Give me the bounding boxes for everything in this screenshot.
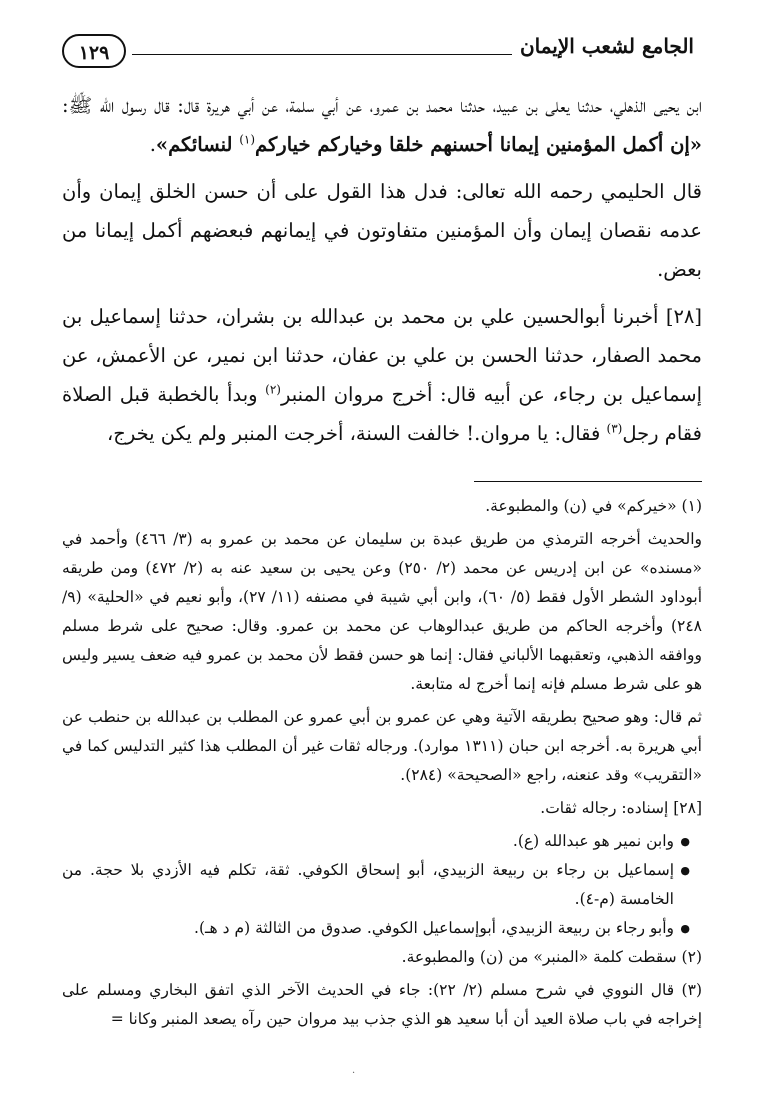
footnote-1-body: والحديث أخرجه الترمذي من طريق عبدة بن سليمان عن محمد بن عمرو به (٣/ ٤٦٦) وأحمد في «مسنده» عن ابن إدريس عن محمد (٢/ ٢٥٠) وعن يحيى بن سعيد عنه به (٢/ ٤٧٢) ومن طريقه أبوداود الشطر الأول فقط (٥/ ٦٠)، وابن أبي شيبة في مصنفه (١١/ ٢٧)، وأبو نعيم في «الحلية» (٩/ ٢٤٨) وأخرجه الحاكم من طريق عبدالوهاب عن محمد بن عمرو. وقال: صحيح على شرط مسلم ووافقه الذهبي، وتعقبهما الألباني فقال: إنما هو حسن فقط لأن محمد بن عمرو فيه ضعف يسير وليس هو على شرط مسلم فإنه إنما أخرج له متابعة. <box>62 530 703 693</box>
header-rule <box>132 54 512 55</box>
p28-text-c: فقال: يا مروان.! خالفت السنة، أخرجت المنبر ولم يكن يخرج، <box>106 422 607 445</box>
p28-text-b: وبدأ بالخطبة قبل الصلاة فقام رجل <box>62 383 702 445</box>
footnote-marker-1: (١) <box>239 132 256 147</box>
list-item: ● وأبو رجاء بن ربيعة الزبيدي، أبوإسماعيل الكوفي. صدوق من الثالثة (م د هـ). <box>62 914 690 943</box>
isnad-title: [٢٨] إسناده: رجاله ثقات. <box>540 799 702 817</box>
main-text <box>62 86 702 453</box>
hadith-isnad: ابن يحيى الذهلي، حدثنا يعلى بن عبيد، حدثنا محمد بن عمرو، عن أبي سلمة، عن أبي هريرة قال: قال رسول الله ﷺ: <box>62 94 702 117</box>
footnote-marker-2: (٢) <box>265 382 281 397</box>
hadith-matn-end: لنسائكم» <box>155 133 240 156</box>
p28-text-a: [٢٨] أخبرنا أبوالحسين علي بن محمد بن عبدالله بن بشران، حدثنا إسماعيل بن محمد الصفار، حدثنا الحسن بن علي بن عفان، حدثنا ابن نمير، عن الأعمش، عن إسماعيل بن رجاء، عن أبيه قال: أخرج مروان المنبر <box>62 305 702 406</box>
hadith-end: . <box>149 133 156 156</box>
paragraph-28 <box>62 297 702 453</box>
footnote-1-cont: ثم قال: وهو صحيح بطريقه الآتية وهي عن عمرو بن أبي عمرو عن المطلب بن عبدالله بن حنطب عن أبي هريرة به. أخرجه ابن حبان (١٣١١ موارد). ورجاله ثقات غير أن المطلب هذا كثير التدليس كما في «التقريب» وقد عنعنه، راجع «الصحيحة» (٢٨٤). <box>62 708 702 784</box>
footnote-3: (٣) قال النووي في شرح مسلم (٢/ ٢٢): جاء في الحديث الآخر الذي اتفق البخاري ومسلم على إخراجه في باب صلاة العيد أن أبا سعيد هو الذي جذب بيد مروان حين رآه يصعد المنبر وكانا = <box>62 981 702 1028</box>
footnote-1-title: (١) «خيركم» في (ن) والمطبوعة. <box>485 497 702 515</box>
narrator-list <box>62 827 702 943</box>
page-header <box>62 28 702 72</box>
paragraph-hadith <box>62 86 702 164</box>
footnote-2: (٢) سقطت كلمة «المنبر» من (ن) والمطبوعة. <box>401 948 702 966</box>
page-number: ١٢٩ <box>62 34 126 68</box>
paragraph-halimi: قال الحليمي رحمه الله تعالى: فدل هذا القول على أن حسن الخلق إيمان وأن عدمه نقصان إيمان وأن المؤمنين متفاوتون في إيمانهم فبعضهم أكمل إيمانا من بعض. <box>62 180 702 281</box>
book-page <box>62 28 702 1038</box>
footnotes <box>62 492 702 1034</box>
list-item: ● وابن نمير هو عبدالله (ع). <box>62 827 690 856</box>
footnote-marker-3: (٣) <box>606 421 623 436</box>
hadith-matn: «إن أكمل المؤمنين إيمانا أحسنهم خلقا وخياركم خياركم <box>255 133 702 156</box>
footnote-rule <box>474 481 702 482</box>
list-item: ● إسماعيل بن رجاء بن ربيعة الزبيدي، أبو إسحاق الكوفي. ثقة، تكلم فيه الأزدي بلا حجة. من الخامسة (م-٤). <box>62 856 690 914</box>
scan-speck: · <box>352 1068 356 1079</box>
running-title: الجامع لشعب الإيمان <box>519 34 694 58</box>
